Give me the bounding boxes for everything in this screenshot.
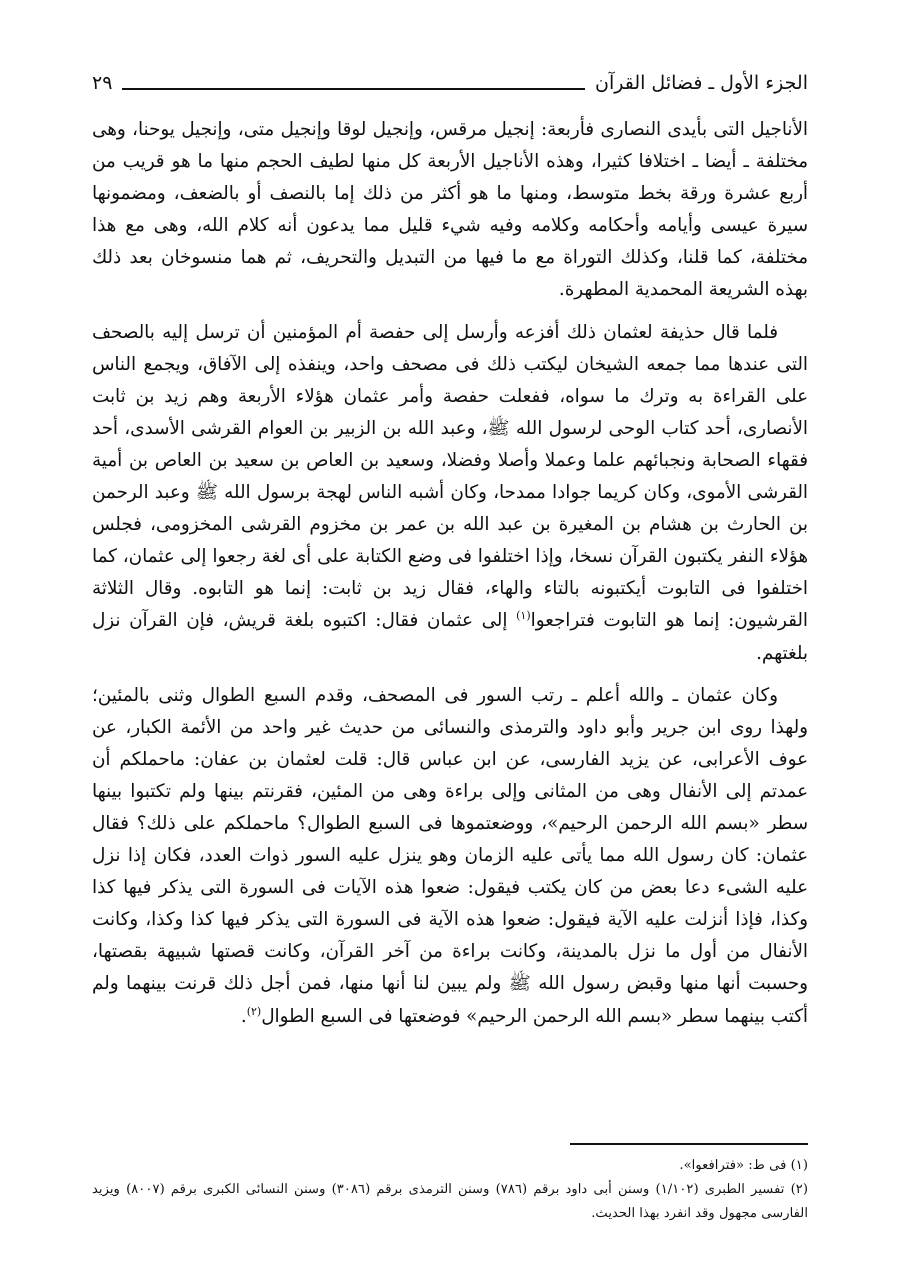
footnote-1: (١) فى ط: «فترافعوا». (679, 1158, 808, 1173)
running-title: الجزء الأول ـ فضائل القرآن (595, 72, 808, 94)
paragraph-1: الأناجيل التى بأيدى النصارى فأربعة: إنجيل مرقس، وإنجيل لوقا وإنجيل متى، وإنجيل يوحنا، وهى مختلفة ـ أيضا ـ اختلافا كثيرا، وهذه الأناجيل الأربعة كل منها لطيف الحجم منها ما هو قريب من أربع عشرة ورقة بخط متوسط، ومنها ما هو أكثر من ذلك إما بالنصف أو بالضعف، ومضمونها سيرة عيسى وأيامه وأحكامه وكلامه وفيه شيء قليل مما يدعون أنه كلام الله، وهى مع هذا مختلفة، كما قلنا، وكذلك التوراة مع ما فيها من التبديل والتحريف، ثم هما منسوخان بعد ذلك بهذه الشريعة المحمدية المطهرة. (92, 119, 808, 301)
footnote-ref-2: (٢) (246, 1004, 262, 1018)
footnote-ref-1: (١) (516, 609, 531, 623)
paragraph-2-text-end: إلى عثمان فقال: اكتبوه بلغة قريش، فإن القرآن نزل بلغتهم. (92, 610, 808, 664)
paragraph-3-text: وكان عثمان ـ والله أعلم ـ رتب السور فى المصحف، وقدم السبع الطوال وثنى بالمئين؛ ولهذا روى ابن جرير وأبو داود والترمذى والنسائى من حديث غير واحد من الأئمة الكبار، عن عوف الأعرابى، عن يزيد الفارسى، عن ابن عباس قال: قلت لعثمان بن عفان: ماحملكم أن عمدتم إلى الأنفال وهى من المثانى وإلى براءة وهى من المئين، فقرنتم بينها ولم تكتبوا بينها سطر «بسم الله الرحمن الرحيم»، ووضعتموها فى السبع الطوال؟ ماحملكم على ذلك؟ فقال عثمان: كان رسول الله مما يأتى عليه الزمان وهو ينزل عليه السور ذوات العدد، فكان إذا نزل عليه الشىء دعا بعض من كان يكتب فيقول: ضعوا هذه الآيات فى السورة التى يذكر فيها كذا وكذا، فإذا أنزلت عليه الآية فيقول: ضعوا هذه الآية فى السورة التى يذكر فيها كذا وكذا، وكانت الأنفال من أول ما نزل بالمدينة، وكانت براءة من آخر القرآن، وكانت قصتها شبيهة بقصتها، وحسبت أنها منها وقبض رسول الله ﷺ ولم يبين لنا أنها منها، فمن أجل ذلك قرنت بينهما ولم أكتب بينهما سطر «بسم الله الرحمن الرحيم» فوضعتها فى السبع الطوال (92, 684, 808, 1027)
header-rule (122, 88, 585, 90)
page-header (92, 66, 808, 100)
paragraph-3-text-end: . (240, 1005, 247, 1027)
paragraph-2 (92, 317, 808, 670)
footnotes (92, 1154, 808, 1226)
page-number: ٢٩ (92, 72, 113, 94)
paragraph-3 (92, 680, 808, 1033)
footnote-2: (٢) تفسير الطبرى (١/١٠٢) وسنن أبى داود برقم (٧٨٦) وسنن الترمذى برقم (٣٠٨٦) وسنن النسائى الكبرى برقم (٨٠٠٧) ويزيد الفارسى مجهول وقد انفرد بهذا الحديث. (92, 1182, 808, 1221)
footnote-divider (570, 1143, 808, 1145)
paragraph-2-text: فلما قال حذيفة لعثمان ذلك أفزعه وأرسل إلى حفصة أم المؤمنين أن ترسل إليه بالصحف التى عندها مما جمعه الشيخان ليكتب ذلك فى مصحف واحد، وينفذه إلى الآفاق، ويجمع الناس على القراءة به وترك ما سواه، ففعلت حفصة وأمر عثمان هؤلاء الأربعة وهم زيد بن ثابت الأنصارى، أحد كتاب الوحى لرسول الله ﷺ، وعبد الله بن الزبير بن العوام القرشى الأسدى، أحد فقهاء الصحابة ونجبائهم علما وعملا وأصلا وفضلا، وسعيد بن العاص بن سعيد بن العاص بن أمية القرشى الأموى، وكان كريما جوادا ممدحا، وكان أشبه الناس لهجة برسول الله ﷺ وعبد الرحمن بن الحارث بن هشام بن المغيرة بن عبد الله بن عمر بن مخزوم القرشى المخزومى، فجلس هؤلاء النفر يكتبون القرآن نسخا، وإذا اختلفوا فى وضع الكتابة على أى لغة رجعوا إلى عثمان، كما اختلفوا فى التابوت أيكتبونه بالتاء والهاء، فقال زيد بن ثابت: إنما هو التابوه. وقال الثلاثة القرشيون: إنما هو التابوت فتراجعوا (92, 321, 808, 632)
body-text (92, 114, 808, 1033)
